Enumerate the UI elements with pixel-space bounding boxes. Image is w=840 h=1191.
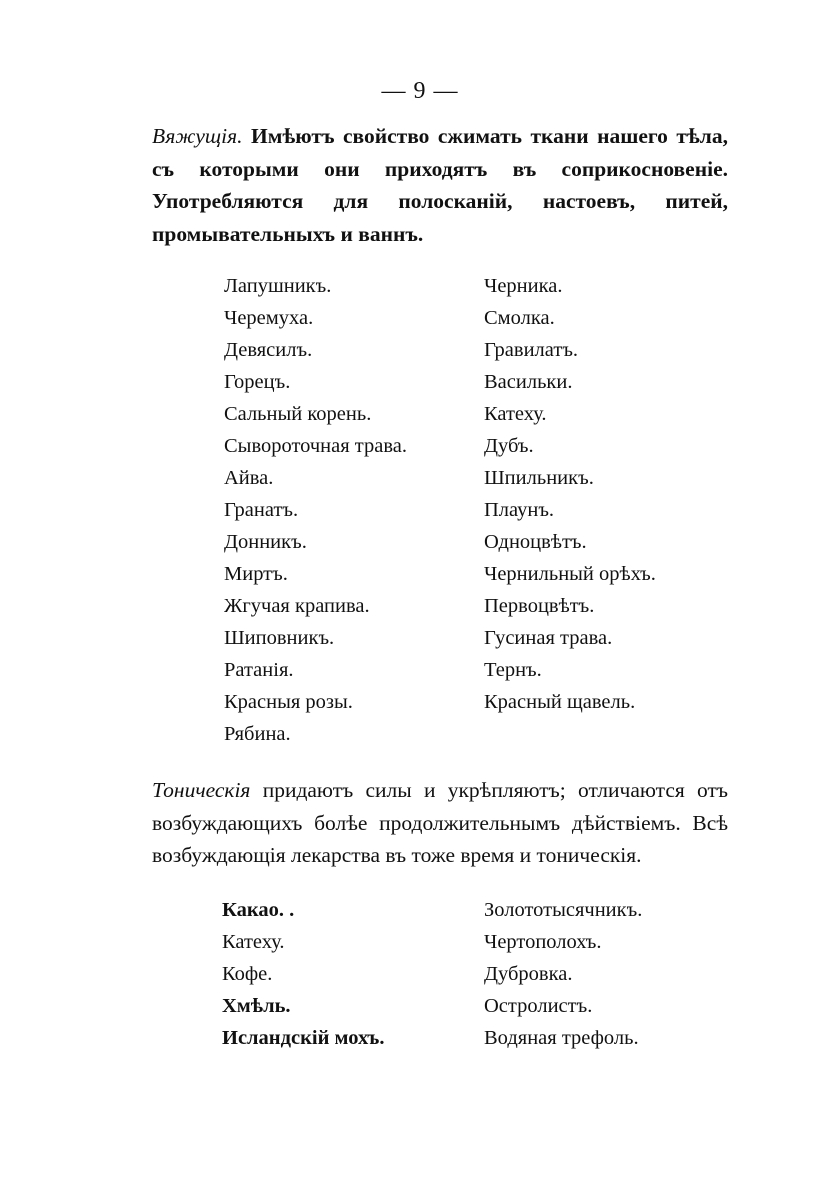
astringents-paragraph bbox=[152, 120, 728, 250]
list-item: Гравилатъ. bbox=[484, 339, 579, 361]
list-item: Красный щавель. bbox=[484, 691, 636, 713]
list-item: Смолка. bbox=[484, 307, 555, 329]
list-item: Кофе. bbox=[222, 963, 273, 985]
tonics-paragraph bbox=[152, 774, 728, 872]
page-number: — 9 — bbox=[381, 78, 459, 104]
list-item: Золототысячникъ. bbox=[484, 899, 643, 921]
tonics-list-left bbox=[222, 894, 385, 1054]
list-item: Чернильный орѣхъ. bbox=[484, 563, 656, 585]
list-item: Одноцвѣтъ. bbox=[484, 531, 587, 553]
list-item: Айва. bbox=[224, 467, 274, 489]
list-item: Черемуха. bbox=[224, 307, 314, 329]
list-item: Плаунъ. bbox=[484, 499, 555, 521]
list-item: Черника. bbox=[484, 275, 563, 297]
list-item: Жгучая крапива. bbox=[224, 595, 370, 617]
list-item: Остролистъ. bbox=[484, 995, 593, 1017]
list-item: Тернъ. bbox=[484, 659, 542, 681]
astringents-list-left bbox=[224, 270, 407, 750]
list-item: Миртъ. bbox=[224, 563, 288, 585]
list-item: Катеху. bbox=[222, 931, 285, 953]
list-item: Девясилъ. bbox=[224, 339, 313, 361]
list-item: Сальный корень. bbox=[224, 403, 372, 425]
list-item: Васильки. bbox=[484, 371, 573, 393]
list-item: Какао. . bbox=[222, 899, 295, 921]
list-item: Красныя розы. bbox=[224, 691, 353, 713]
list-item: Ратанія. bbox=[224, 659, 294, 681]
list-item: Гранатъ. bbox=[224, 499, 299, 521]
tonics-description: придаютъ силы и укрѣпляютъ; отличаются отъ возбуждающихъ болѣе продолжительнымъ дѣйствіемъ. Всѣ возбуждающія лекарства въ тоже время и тоническія. bbox=[152, 778, 728, 867]
list-item: Горецъ. bbox=[224, 371, 291, 393]
list-item: Рябина. bbox=[224, 723, 291, 745]
list-item: Шпильникъ. bbox=[484, 467, 594, 489]
list-item: Исландскій мохъ. bbox=[222, 1027, 385, 1049]
list-item: Хмѣль. bbox=[222, 995, 291, 1017]
tonics-list-right bbox=[484, 894, 642, 1054]
list-item: Сывороточная трава. bbox=[224, 435, 407, 457]
list-item: Чертополохъ. bbox=[484, 931, 602, 953]
astringents-list-right bbox=[484, 270, 656, 718]
list-item: Шиповникъ. bbox=[224, 627, 335, 649]
astringents-heading: Вяжущія. bbox=[152, 124, 243, 148]
list-item: Гусиная трава. bbox=[484, 627, 613, 649]
list-item: Первоцвѣтъ. bbox=[484, 595, 595, 617]
list-item: Лапушникъ. bbox=[224, 275, 332, 297]
list-item: Донникъ. bbox=[224, 531, 307, 553]
list-item: Дубъ. bbox=[484, 435, 534, 457]
astringents-description: Имѣютъ свойство сжимать ткани нашего тѣла, съ которыми они приходятъ въ соприкосновеніе. Употребляются для полосканій, настоевъ, питей, промывательныхъ и ваннъ. bbox=[152, 124, 728, 246]
list-item: Водяная трефоль. bbox=[484, 1027, 639, 1049]
tonics-heading: Тоническія bbox=[152, 778, 251, 802]
list-item: Дубровка. bbox=[484, 963, 573, 985]
list-item: Катеху. bbox=[484, 403, 547, 425]
